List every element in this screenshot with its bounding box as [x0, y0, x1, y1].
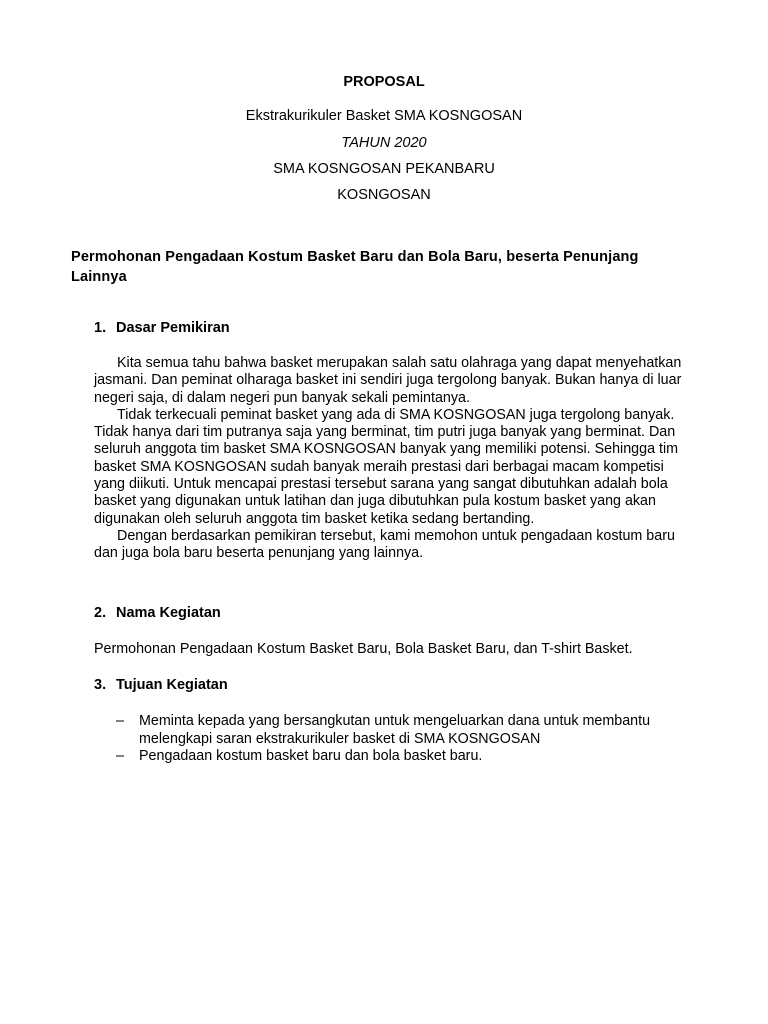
document-title: PROPOSAL	[343, 74, 425, 90]
header-line-location: KOSNGOSAN	[337, 187, 431, 203]
paragraph: Tidak terkecuali peminat basket yang ada di SMA KOSNGOSAN juga tergolong banyak. Tidak hanya dari tim putranya saja yang berminat, tim putri juga banyak yang berminat. Dan seluruh anggota tim basket SMA KOSNGOSAN banyak yang memiliki potensi. Sehingga tim basket SMA KOSNGOSAN sudah banyak meraih prestasi dari berbagai macam kompetisi yang diikuti. Untuk mencapai prestasi tersebut sarana yang sangat dibutuhkan adalah bola basket yang digunakan untuk latihan dan juga dibutuhkan pula kostum basket yang akan digunakan oleh seluruh anggota tim basket ketika sedang bertanding.	[94, 406, 679, 527]
section-number: 3.	[94, 677, 107, 693]
list-item	[94, 748, 694, 766]
section-1-body	[94, 355, 694, 563]
list-item-text: Pengadaan kostum basket baru dan bola basket baru.	[139, 748, 483, 764]
header-line-school: SMA KOSNGOSAN PEKANBARU	[273, 161, 495, 177]
section-heading-3	[94, 676, 228, 694]
list-item-text: Meminta kepada yang bersangkutan untuk mengeluarkan dana untuk membantu melengkapi saran ekstrakurikuler basket di SMA KOSNGOSAN	[139, 713, 651, 747]
objectives-list	[94, 713, 694, 766]
section-title: Tujuan Kegiatan	[116, 677, 228, 693]
header-line-year: TAHUN 2020	[341, 135, 427, 151]
paragraph: Kita semua tahu bahwa basket merupakan salah satu olahraga yang dapat menyehatkan jasmani. Dan peminat olharaga basket ini sendiri juga tergolong banyak. Bukan hanya di luar negeri saja, di dalam negeri pun banyak sekali pemintanya.	[94, 355, 682, 406]
proposal-subject: Permohonan Pengadaan Kostum Basket Baru dan Bola Baru, beserta Penunjang Lainnya	[71, 249, 639, 285]
list-item	[94, 713, 694, 748]
section-2-text: Permohonan Pengadaan Kostum Basket Baru, Bola Basket Baru, dan T-shirt Basket.	[94, 641, 633, 657]
bullet-marker: –	[116, 713, 124, 729]
paragraph: Dengan berdasarkan pemikiran tersebut, kami memohon untuk pengadaan kostum baru dan juga bola baru beserta penunjang yang lainnya.	[94, 527, 675, 562]
section-heading-2	[94, 604, 221, 622]
section-number: 2.	[94, 605, 107, 621]
section-title: Nama Kegiatan	[116, 605, 221, 621]
header-line-extracurricular: Ekstrakurikuler Basket SMA KOSNGOSAN	[245, 108, 523, 124]
bullet-marker: –	[116, 748, 124, 764]
section-number: 1.	[94, 320, 107, 336]
section-heading-1	[94, 319, 230, 337]
section-title: Dasar Pemikiran	[116, 320, 230, 336]
